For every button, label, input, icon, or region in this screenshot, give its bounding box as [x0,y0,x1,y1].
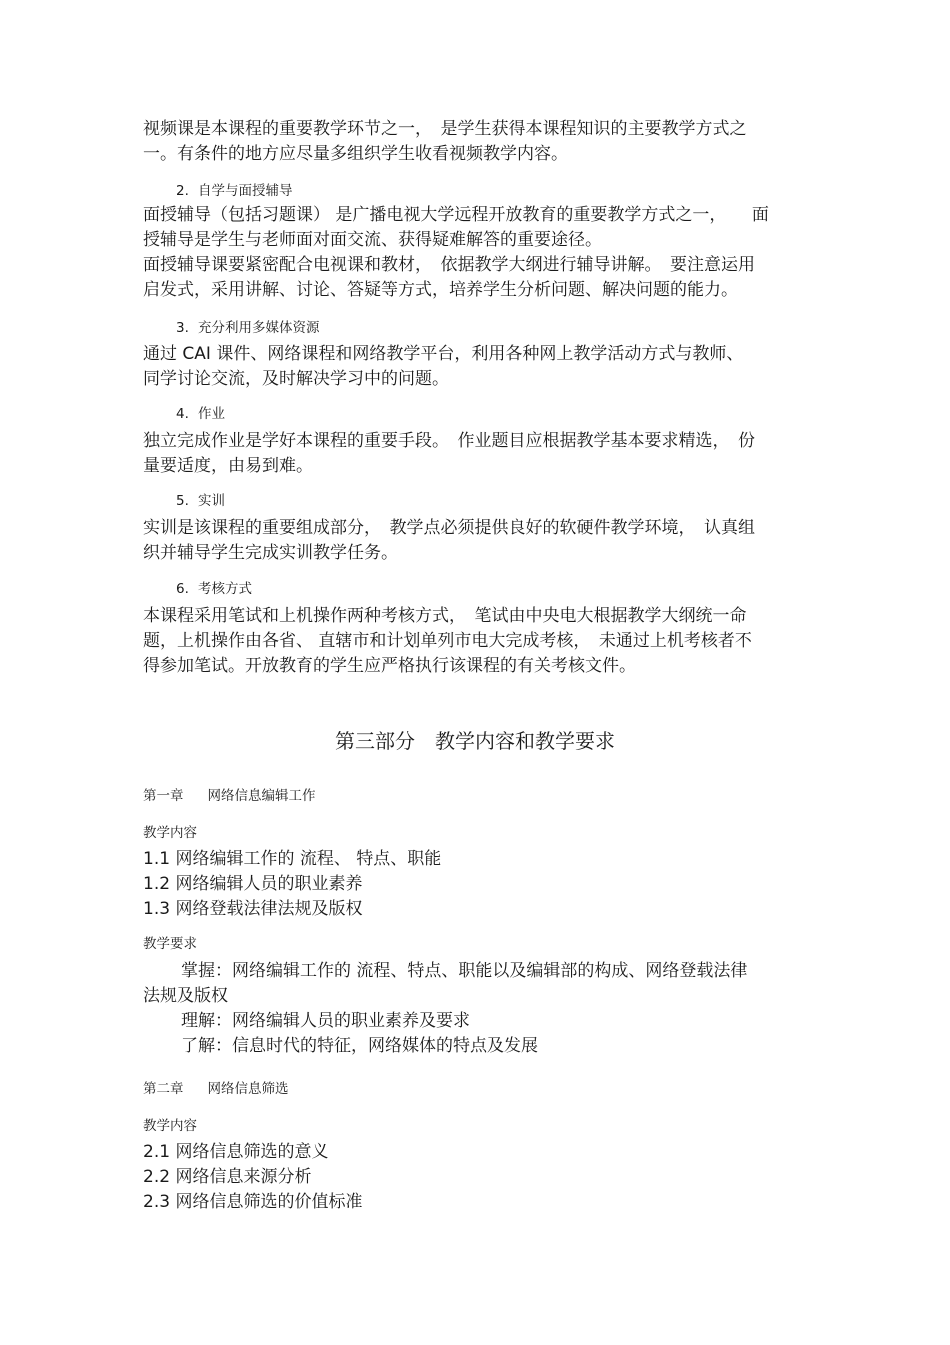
section-heading-2 [176,182,293,200]
intro-line-1: 视频课是本课程的重要教学环节之一， 是学生获得本课程知识的主要教学方式之 [143,119,747,139]
requirement-understand: 理解：网络编辑人员的职业素养及要求 [181,1011,470,1031]
section-number: 6. [176,581,189,597]
intro-line-2: 一。有条件的地方应尽量多组织学生收看视频教学内容。 [143,144,568,164]
part-title: 第三部分 教学内容和教学要求 [335,729,615,753]
requirement-master-line-2: 法规及版权 [143,986,228,1006]
paragraph-line: 题，上机操作由各省、 直辖市和计划单列市电大完成考核， 未通过上机考核者不 [143,631,752,651]
section-title: 作业 [198,406,225,422]
intro-paragraph [143,117,811,167]
section-number: 5. [176,493,189,509]
section-6-paragraph [143,604,811,679]
section-title: 充分利用多媒体资源 [198,320,320,336]
section-2-paragraph [143,203,811,303]
paragraph-line: 织并辅导学生完成实训教学任务。 [143,543,398,563]
paragraph-line: 得参加笔试。开放教育的学生应严格执行该课程的有关考核文件。 [143,656,636,676]
paragraph-line: 面授辅导（包括习题课） 是广播电视大学远程开放教育的重要教学方式之一， 面 [143,205,769,225]
chapter-title: 网络信息筛选 [207,1081,289,1097]
chapter-1-heading [143,787,316,805]
chapter-2-content-label: 教学内容 [143,1118,197,1134]
paragraph-line: 启发式，采用讲解、讨论、答疑等方式，培养学生分析问题、解决问题的能力。 [143,280,738,300]
paragraph-line: 本课程采用笔试和上机操作两种考核方式， 笔试由中央电大根据教学大纲统一命 [143,606,747,626]
section-title: 实训 [198,493,225,509]
section-heading-3 [176,319,320,337]
requirement-know: 了解：信息时代的特征，网络媒体的特点及发展 [181,1036,538,1056]
paragraph-line: 面授辅导课要紧密配合电视课和教材， 依据教学大纲进行辅导讲解。 要注意运用 [143,255,755,275]
paragraph-line: 独立完成作业是学好本课程的重要手段。 作业题目应根据教学基本要求精选， 份 [143,431,755,451]
section-4-paragraph [143,429,811,479]
paragraph-line: 授辅导是学生与老师面对面交流、获得疑难解答的重要途径。 [143,230,602,250]
chapter-1-requirements-label: 教学要求 [143,936,197,952]
paragraph-line: 量要适度，由易到难。 [143,456,313,476]
list-item: 1.3 网络登载法律法规及版权 [143,899,363,919]
section-number: 3. [176,320,189,336]
paragraph-line: 实训是该课程的重要组成部分， 教学点必须提供良好的软硬件教学环境， 认真组 [143,518,755,538]
chapter-title: 网络信息编辑工作 [207,788,316,804]
section-title: 考核方式 [198,581,252,597]
chapter-1-content-label: 教学内容 [143,825,197,841]
paragraph-line: 通过 CAI 课件、网络课程和网络教学平台，利用各种网上教学活动方式与教师、 [143,344,744,364]
paragraph-line: 同学讨论交流，及时解决学习中的问题。 [143,369,449,389]
list-item: 2.1 网络信息筛选的意义 [143,1142,329,1162]
list-item: 2.2 网络信息来源分析 [143,1167,312,1187]
chapter-2-heading [143,1080,289,1098]
section-title: 自学与面授辅导 [198,183,293,199]
section-heading-5 [176,492,225,510]
section-5-paragraph [143,516,811,566]
chapter-number: 第一章 [143,788,184,804]
section-number: 2. [176,183,189,199]
list-item: 2.3 网络信息筛选的价值标准 [143,1192,363,1212]
list-item: 1.1 网络编辑工作的 流程、 特点、职能 [143,849,442,869]
chapter-number: 第二章 [143,1081,184,1097]
list-item: 1.2 网络编辑人员的职业素养 [143,874,363,894]
requirement-master-line-1: 掌握：网络编辑工作的 流程、特点、职能以及编辑部的构成、网络登载法律 [181,961,748,981]
section-3-paragraph [143,342,811,392]
section-heading-4 [176,405,225,423]
section-number: 4. [176,406,189,422]
section-heading-6 [176,580,252,598]
